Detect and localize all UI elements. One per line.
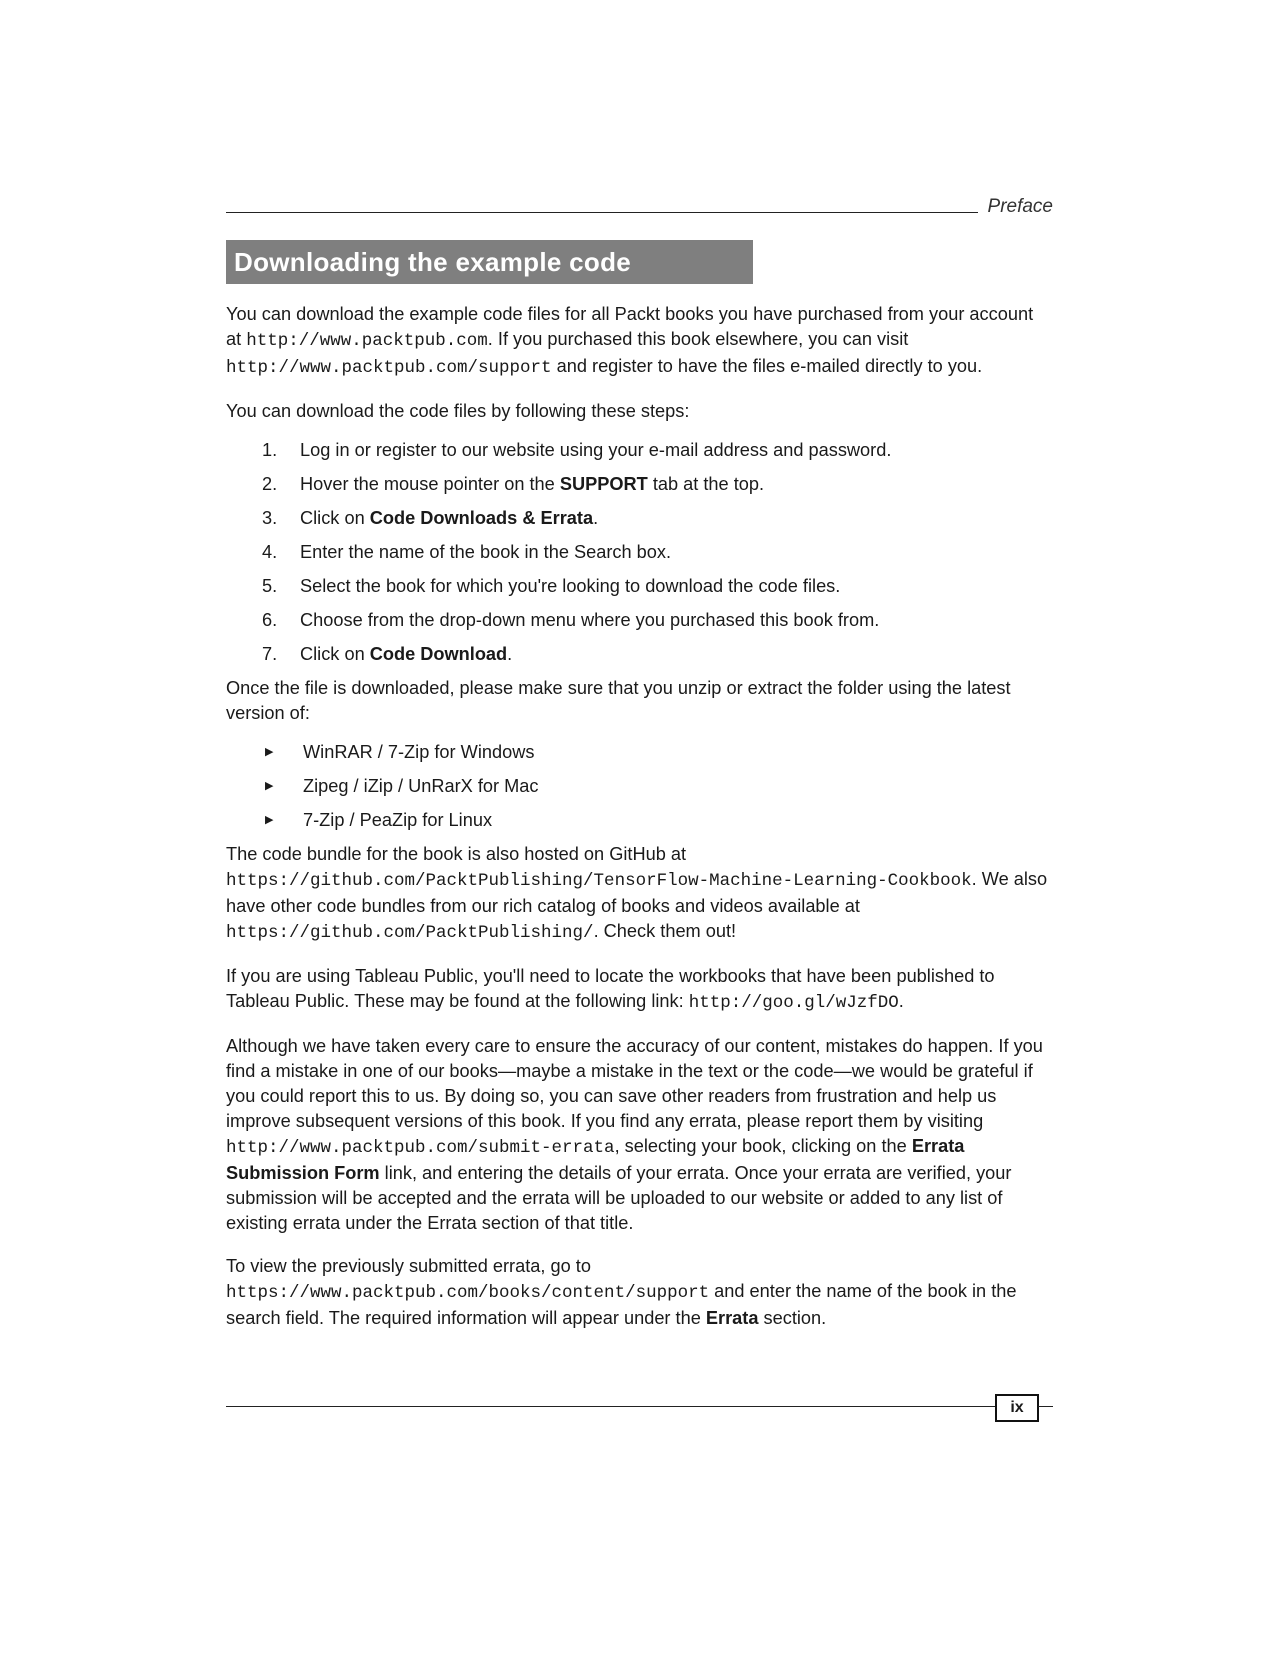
list-item: 2. Hover the mouse pointer on the SUPPORT tab at the top.	[262, 474, 765, 494]
link-submit-errata[interactable]: http://www.packtpub.com/submit-errata	[226, 1138, 615, 1158]
paragraph-github: The code bundle for the book is also hosted on GitHub at https://github.com/PacktPublishing/TensorFlow-Machine-Learning-Cookbook. We also have other code bundles from our rich catalog of books and videos available at https://github.com/PacktPublishing/. Check them out!	[226, 844, 1048, 943]
footer-rule	[226, 1406, 995, 1407]
paragraph-steps-intro: You can download the code files by following these steps:	[226, 401, 690, 421]
list-item: ▶ 7-Zip / PeaZip for Linux	[226, 808, 1053, 833]
bullet-triangle-icon: ▶	[265, 780, 274, 792]
list-item: 6. Choose from the drop-down menu where you purchased this book from.	[262, 610, 880, 630]
paragraph-view-errata: To view the previously submitted errata, go to https://www.packtpub.com/books/content/support and enter the name of the book in the search field. The required information will appear under the Errata section.	[226, 1256, 1017, 1328]
page-footer	[226, 1394, 1053, 1424]
bullet-triangle-icon: ▶	[265, 814, 274, 826]
paragraph-errata: Although we have taken every care to ensure the accuracy of our content, mistakes do happen. If you find a mistake in one of our books—maybe a mistake in the text or the code—we would be grateful if you could report this to us. By doing so, you can save other readers from frustration and help us improve subsequent versions of this book. If you find any errata, please report them by visiting http://www.packtpub.com/submit-errata, selecting your book, clicking on the Errata Submission Form link, and entering the details of your errata. Once your errata are verified, your submission will be accepted and the errata will be uploaded to our website or added to any list of existing errata under the Errata section of that title.	[226, 1036, 1043, 1233]
link-packtpub-support[interactable]: http://www.packtpub.com/support	[226, 358, 552, 378]
section-heading-box	[226, 240, 753, 284]
paragraph-download-intro: You can download the example code files for all Packt books you have purchased from your account at http://www.packtpub.com. If you purchased this book elsewhere, you can visit http://www.packtpub.com/support and register to have the files e-mailed directly to you.	[226, 304, 1034, 378]
footer-rule	[1038, 1406, 1053, 1407]
list-item: ▶ WinRAR / 7-Zip for Windows	[226, 740, 1053, 765]
link-github-repo[interactable]: https://github.com/PacktPublishing/TensorFlow-Machine-Learning-Cookbook	[226, 871, 972, 891]
list-item: 5. Select the book for which you're looking to download the code files.	[262, 576, 841, 596]
link-packtpub[interactable]: http://www.packtpub.com	[246, 331, 488, 351]
page-content	[226, 196, 1053, 1331]
bullet-triangle-icon: ▶	[265, 746, 274, 758]
paragraph-tableau: If you are using Tableau Public, you'll need to locate the workbooks that have been published to Tableau Public. These may be found at the following link: http://goo.gl/wJzfDO.	[226, 966, 995, 1013]
list-item: 4. Enter the name of the book in the Search box.	[262, 542, 672, 562]
list-item: 7. Click on Code Download.	[262, 644, 513, 664]
link-github-org[interactable]: https://github.com/PacktPublishing/	[226, 923, 594, 943]
list-item: 3. Click on Code Downloads & Errata.	[262, 508, 599, 528]
header-rule	[226, 212, 978, 213]
running-header	[226, 196, 1053, 222]
link-tableau[interactable]: http://goo.gl/wJzfDO	[688, 993, 899, 1013]
section-heading: Downloading the example code	[234, 246, 632, 277]
list-item: 1. Log in or register to our website using your e-mail address and password.	[262, 440, 892, 460]
page-number: ix	[995, 1394, 1039, 1422]
tools-list	[226, 740, 1053, 833]
header-title: Preface	[987, 196, 1053, 217]
steps-list	[226, 438, 1053, 667]
link-errata-support[interactable]: https://www.packtpub.com/books/content/support	[226, 1283, 710, 1303]
list-item: ▶ Zipeg / iZip / UnRarX for Mac	[226, 774, 1053, 799]
paragraph-unzip: Once the file is downloaded, please make sure that you unzip or extract the folder using the latest version of:	[226, 678, 1011, 723]
